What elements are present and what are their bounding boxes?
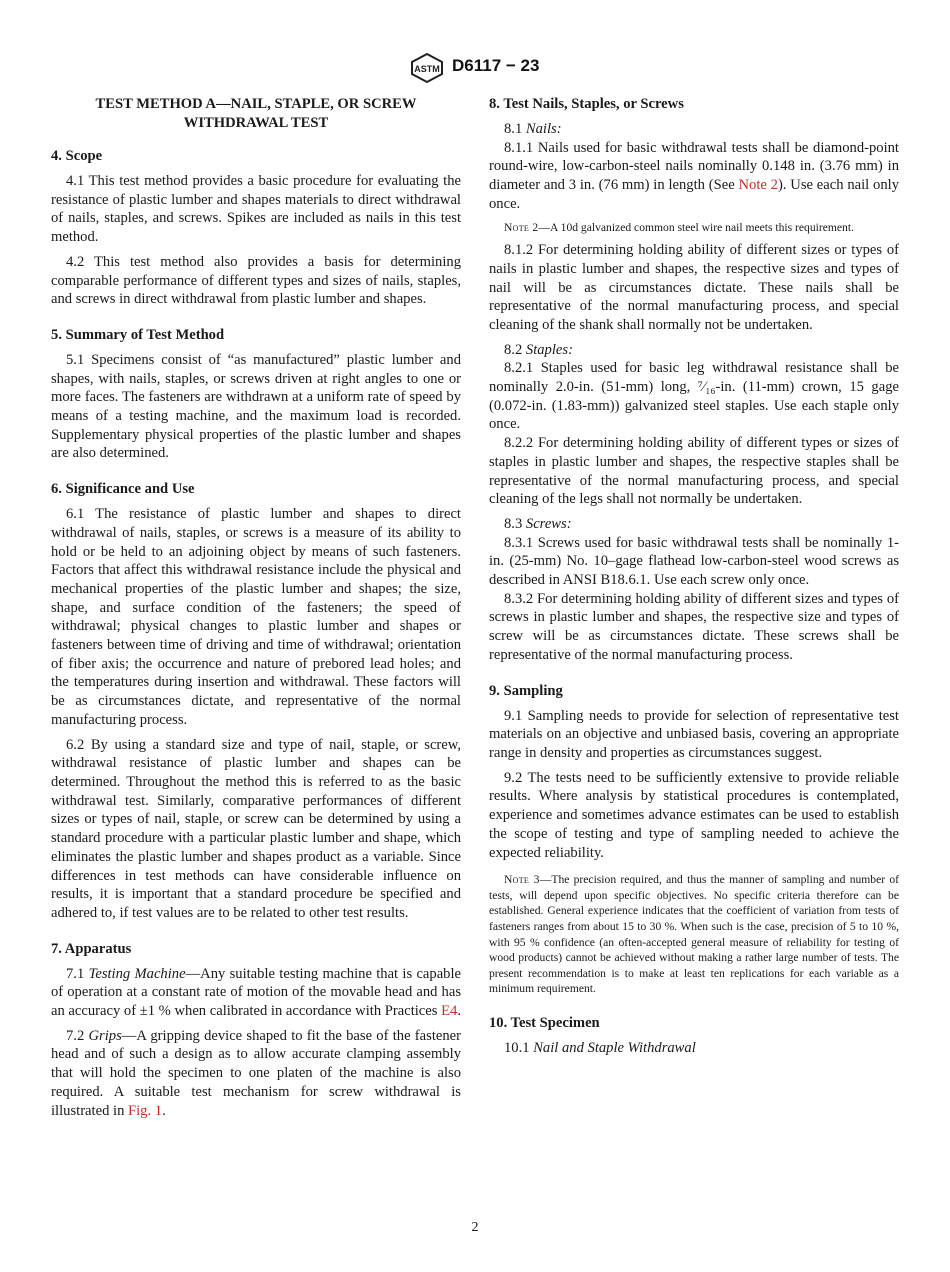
p811-end: ). Use each nail only once. bbox=[489, 177, 899, 212]
paragraph-9-1: 9.1 Sampling needs to provide for selection of representative test materials on an objective and unbiased basis, covering an appropriate range in density and properties as circumstances suggest. bbox=[489, 707, 899, 761]
p71-num: 7.1 bbox=[66, 965, 85, 982]
paragraph-6-1: 6.1 The resistance of plastic lumber and shapes to direct withdrawal of nails, staples, or screws is a measure of its ability to hold or be held to an adjoining object by means of such fasteners. Factors that affect this withdrawal resistance include the physical and mechanical properties of the plastic lumber and shapes; the size, shape, and surface condition of the fasteners; the speed of withdrawal; physical changes to plastic lumber and shapes or fasteners between time of driving and time of withdrawal; orientation of fiber axis; the occurrence and nature of prebored lead holes; and the temperatures during insertion and withdrawal. These factors will be as circumstances dictate, and representative of the normal manufacturing process. bbox=[51, 506, 461, 728]
p71-text: —Any suitable testing machine that is capable of operation at a constant rate of motion of the movable head and has an accuracy of ±1 % when calibrated in accordance with Practices bbox=[51, 965, 462, 1020]
note-2-label: Note 2 bbox=[504, 220, 539, 234]
p101-term: Nail and Staple Withdrawal bbox=[533, 1039, 696, 1056]
note-3-label: Note 3 bbox=[504, 873, 540, 887]
section-6-heading: 6. Significance and Use bbox=[51, 481, 195, 498]
note-3-text: —The precision required, and thus the manner of sampling and number of tests, will depend upon specific objectives. No specific criteria therefore can be established. General experience indicates that the coefficient of variation from tests of fasteners ranges from about 15 to 30 %. When such is the case, precision of 5 to 10 %, with 95 % confidence (an often-accepted general measure of reliability for testing of wood products) cannot be achieved without making a rather large number of tests. The present recommendation is to make at least ten replications for each variable as a minimum requirement. bbox=[489, 873, 899, 996]
paragraph-5-1: 5.1 Specimens consist of “as manufactured” plastic lumber and shapes, with nails, staples, or screws driven at right angles to one or more faces. The fasteners are withdrawn at a uniform rate of speed by means of a testing machine, and the maximum load is recorded. Supplementary physical properties of the plastic lumber and shapes are also determined. bbox=[51, 351, 461, 462]
p82-term: Staples: bbox=[525, 341, 573, 358]
paragraph-8-3 bbox=[489, 515, 899, 534]
paragraph-8-2-2: 8.2.2 For determining holding ability of different types or sizes of staples in plastic lumber and shapes, the respective staples shall be representative of the normal manufacturing process, and special cleaning of the legs shall not normally be undertaken. bbox=[489, 435, 899, 508]
page-number: 2 bbox=[471, 1220, 479, 1235]
practice-e4-link[interactable]: E4 bbox=[441, 1003, 458, 1020]
note-2-link[interactable]: Note 2 bbox=[738, 177, 778, 194]
p811-text: 8.1.1 Nails used for basic withdrawal tests shall be diamond-point round-wire, low-carbon-steel nails nominally 0.148 in. (3.76 mm) in diameter and 3 in. (76 mm) in length (See bbox=[489, 139, 899, 194]
left-column bbox=[51, 95, 461, 1120]
paragraph-8-1-2: 8.1.2 For determining holding ability of different sizes or types of nails in plastic lumber and shapes, the respective sizes and types of nail will be as circumstances dictate. These nails shall be representative of the normal manufacturing process, and special cleaning of the shank shall normally not be undertaken. bbox=[489, 242, 899, 333]
note-2 bbox=[489, 220, 899, 236]
paragraph-4-1: 4.1 This test method provides a basic procedure for evaluating the resistance of plastic lumber and shapes materials to direct withdrawal of nails, staples, and screws. Spikes are included as nails in this test method. bbox=[51, 173, 461, 246]
section-5-heading: 5. Summary of Test Method bbox=[51, 326, 225, 343]
paragraph-10-1 bbox=[489, 1039, 899, 1058]
method-title: TEST METHOD A—NAIL, STAPLE, OR SCREW WITHDRAWAL TEST bbox=[95, 96, 417, 131]
p71-term: Testing Machine bbox=[88, 965, 186, 982]
section-10-heading: 10. Test Specimen bbox=[489, 1014, 600, 1031]
right-column bbox=[489, 95, 899, 1058]
astm-logo-icon bbox=[408, 52, 446, 84]
page-header bbox=[0, 50, 950, 86]
paragraph-8-1 bbox=[489, 120, 899, 139]
note-2-text: —A 10d galvanized common steel wire nail meets this requirement. bbox=[538, 220, 854, 234]
section-9-heading: 9. Sampling bbox=[489, 682, 563, 699]
paragraph-8-3-2: 8.3.2 For determining holding ability of different sizes and types of screws in plastic lumber and shapes, the respective size and types of screw will be as circumstances dictate. These screws shall be representative of the normal manufacturing process. bbox=[489, 590, 899, 663]
p72-term: Grips bbox=[88, 1027, 122, 1044]
paragraph-7-2 bbox=[51, 1027, 461, 1121]
logo-text: ASTM bbox=[414, 64, 440, 74]
p72-text: —A gripping device shaped to fit the base of the fastener head and of such a design as to allow accurate clamping assembly that will hold the specimen to one platen of the machine is also required. A suitable test mechanism for screw withdrawal is illustrated in bbox=[51, 1027, 461, 1119]
p81-term: Nails: bbox=[525, 121, 562, 137]
p81-num: 8.1 bbox=[504, 121, 523, 137]
section-4-heading: 4. Scope bbox=[51, 148, 103, 164]
document-id: D6117 − 23 bbox=[452, 56, 540, 75]
paragraph-6-2: 6.2 By using a standard size and type of nail, staple, or screw, withdrawal resistance of plastic lumber and shapes can be determined. Throughout the method this is referred to as the basic withdrawal test. Similarly, comparative performances of different sizes or types of nail, staple, or screw can be determined by using a standard procedure with a particular plastic lumber and shape, which eliminates the plastic lumber and shapes product as a variable. Since differences in test methods can have considerable influence on results, it is important that a standard procedure be specified and adhered to, if test values are to be related to other test results. bbox=[51, 736, 461, 921]
p82-num: 8.2 bbox=[504, 341, 523, 358]
paragraph-4-2: 4.2 This test method also provides a basis for determining comparable performance of different types and sizes of nails, staples, and screws in direct withdrawal from plastic lumber and shapes. bbox=[51, 253, 461, 308]
paragraph-8-2-1: 8.2.1 Staples used for basic leg withdrawal resistance shall be nominally 2.0-in. (51-mm) long, ⁷⁄₁₆-in. (11-mm) crown, 15 gage (0.072-in. (1.83-mm)) galvanized steel staples. Use each staple only once. bbox=[489, 360, 899, 433]
figure-1-link[interactable]: Fig. 1 bbox=[128, 1102, 163, 1119]
note-3 bbox=[489, 872, 899, 997]
p83-term: Screws: bbox=[525, 515, 572, 532]
p71-end: . bbox=[457, 1003, 461, 1020]
paragraph-8-2 bbox=[489, 341, 899, 360]
section-7-heading: 7. Apparatus bbox=[51, 940, 132, 957]
p83-num: 8.3 bbox=[504, 515, 523, 532]
section-8-heading: 8. Test Nails, Staples, or Screws bbox=[489, 96, 684, 112]
paragraph-7-1 bbox=[51, 965, 461, 1021]
paragraph-8-3-1: 8.3.1 Screws used for basic withdrawal tests shall be nominally 1-in. (25-mm) No. 10–gage flathead low-carbon-steel wood screws as described in ANSI B18.6.1. Use each screw only once. bbox=[489, 534, 899, 589]
paragraph-8-1-1 bbox=[489, 139, 899, 214]
paragraph-9-2: 9.2 The tests need to be sufficiently extensive to provide reliable results. Where analysis by statistical procedures is contemplated, experience and sometimes advance estimates can be used to establish the scope of testing and type of sampling needed to achieve the expected reliability. bbox=[489, 769, 899, 861]
p72-end: . bbox=[162, 1102, 166, 1119]
p72-num: 7.2 bbox=[66, 1027, 85, 1044]
p101-num: 10.1 bbox=[504, 1039, 530, 1056]
